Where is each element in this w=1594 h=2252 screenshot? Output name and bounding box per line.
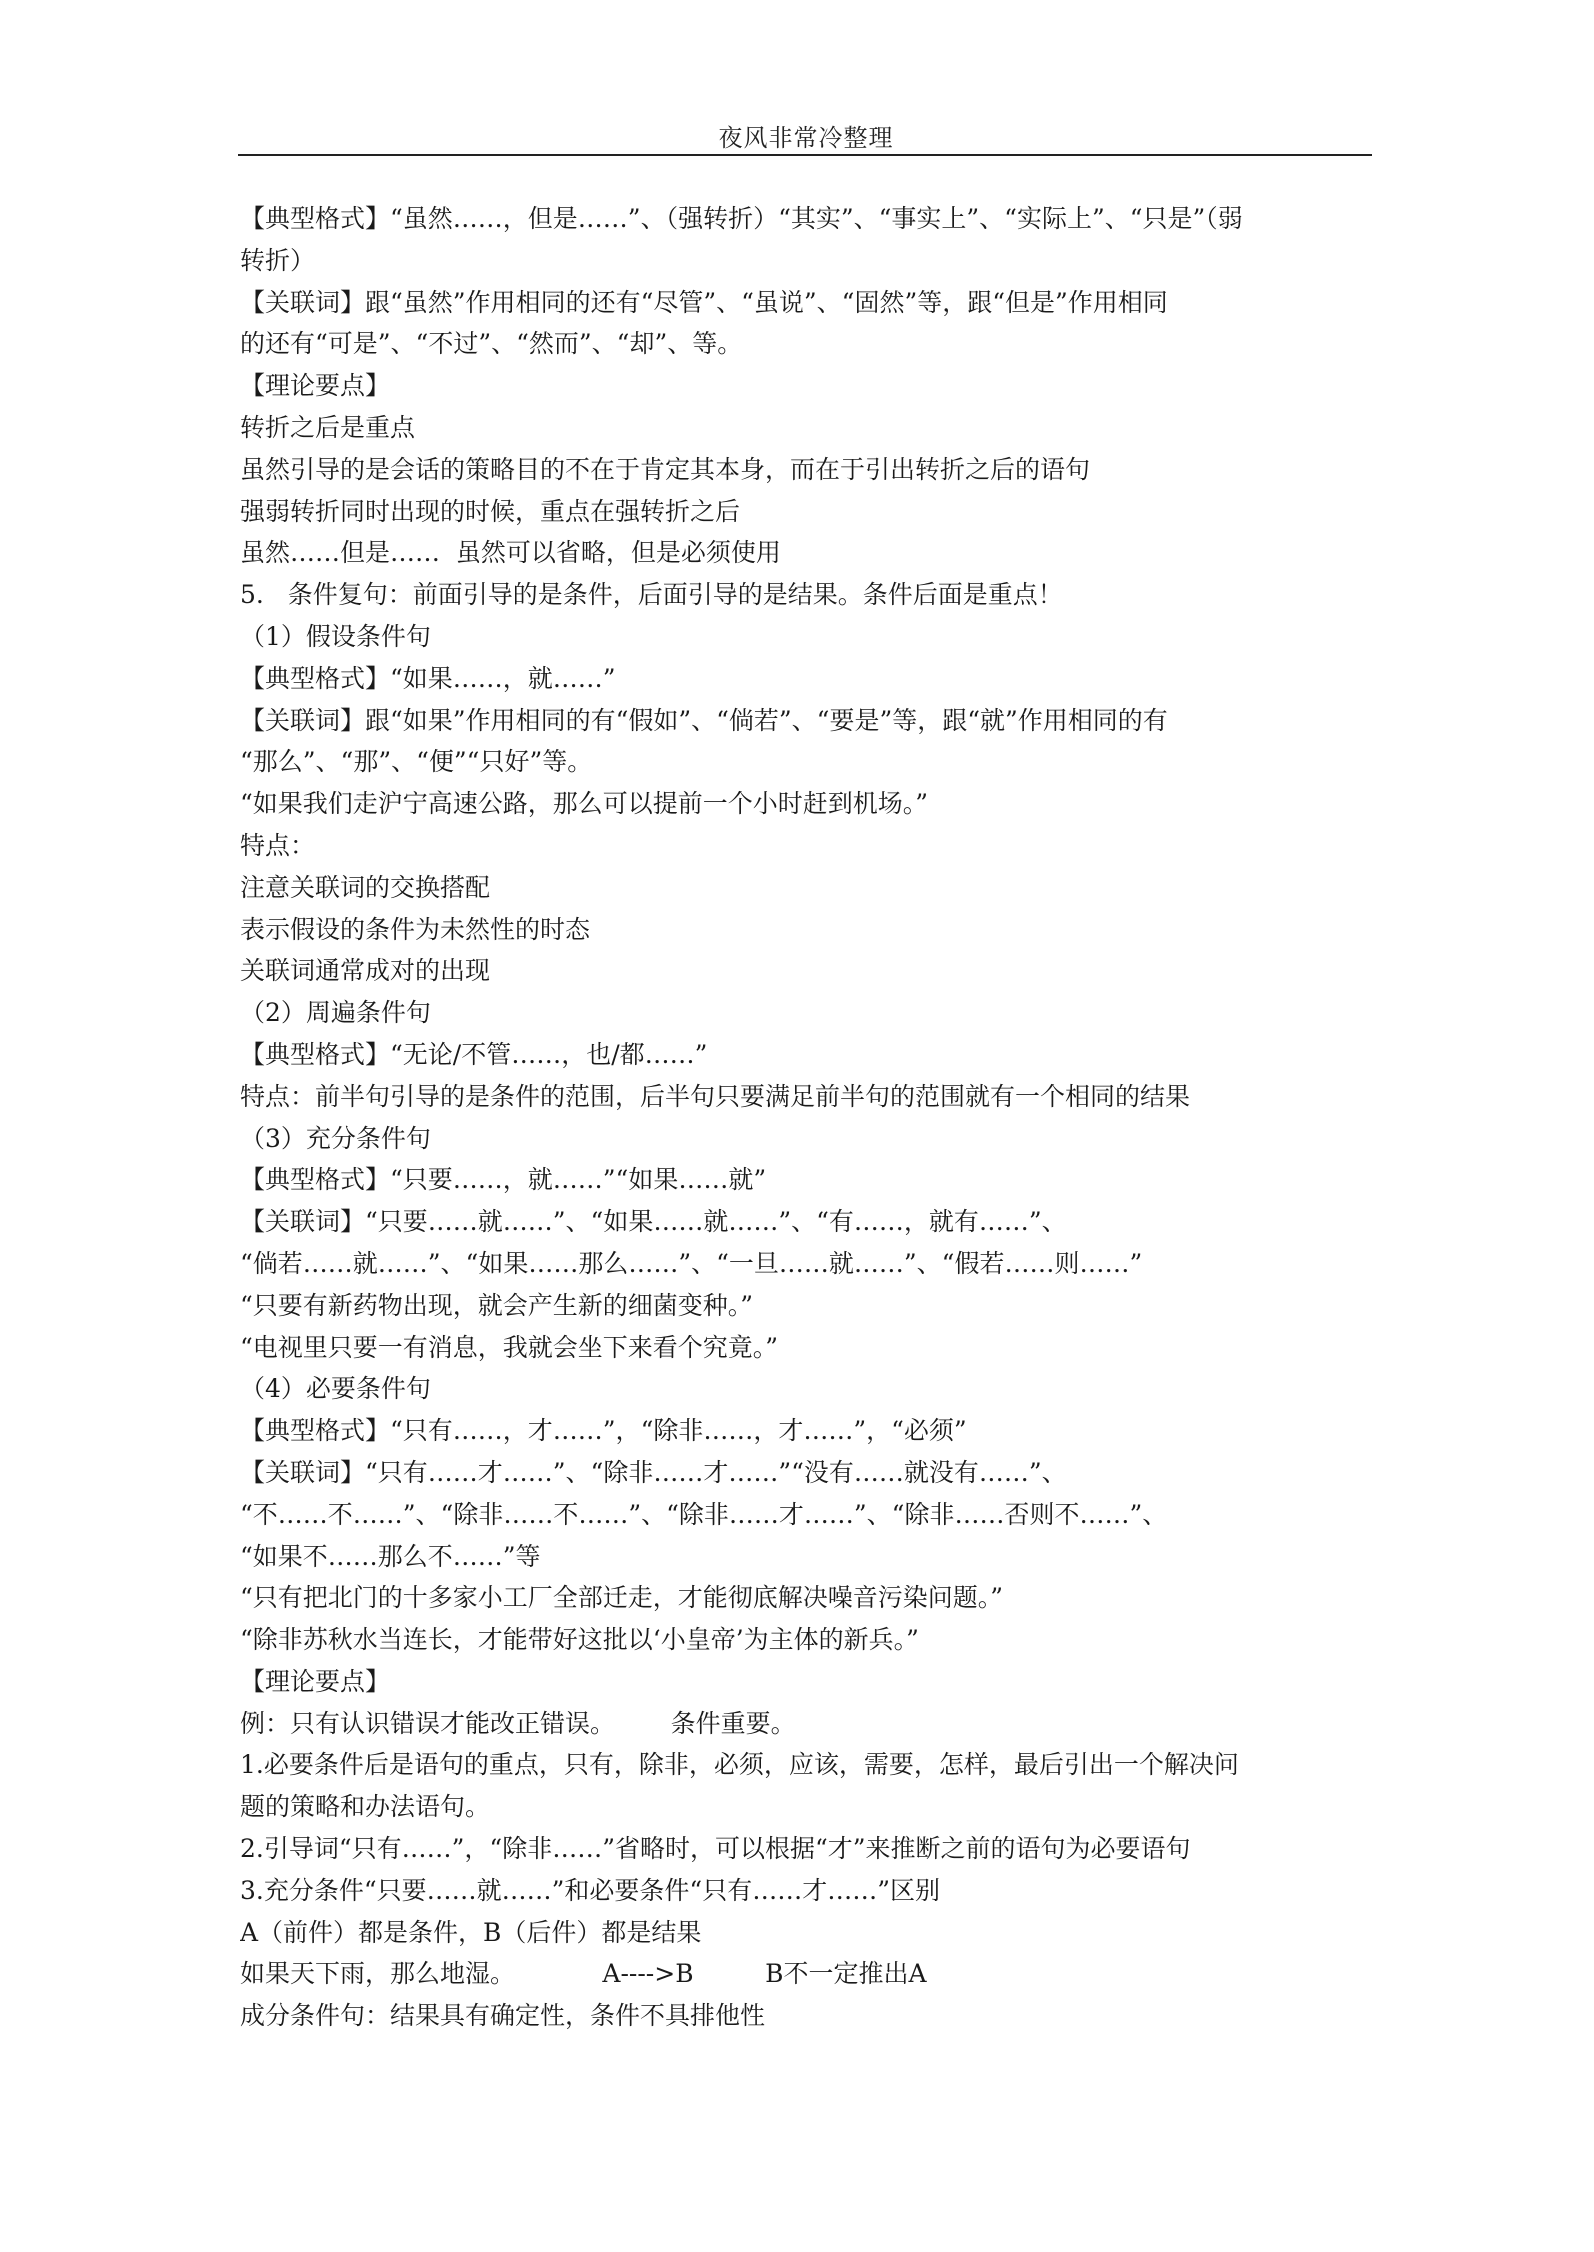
text-line: “除非苏秋水当连长，才能带好这批以‘小皇帝’为主体的新兵。” xyxy=(240,1625,919,1655)
text-line: 的还有“可是”、“不过”、“然而”、“却”、等。 xyxy=(240,329,743,359)
text-line: 虽然……但是…… 虽然可以省略，但是必须使用 xyxy=(240,538,781,568)
text-line: “如果不……那么不……”等 xyxy=(240,1541,541,1571)
text-line: （4）必要条件句 xyxy=(240,1374,431,1404)
text-line: 注意关联词的交换搭配 xyxy=(240,872,491,902)
text-line: 3.充分条件“只要……就……”和必要条件“只有……才……”区别 xyxy=(240,1875,940,1905)
text-line: 【关联词】“只要……就……”、“如果……就……”、“有……，就有……”、 xyxy=(240,1207,1067,1237)
text-line: 转折之后是重点 xyxy=(240,412,416,442)
text-line: 【典型格式】“无论/不管……，也/都……” xyxy=(240,1039,708,1069)
text-line: 5. 条件复句：前面引导的是条件，后面引导的是结果。条件后面是重点！ xyxy=(240,580,1063,610)
text-line: 1.必要条件后是语句的重点，只有，除非，必须，应该，需要，怎样，最后引出一个解决问 xyxy=(240,1750,1239,1780)
text-line: 虽然引导的是会话的策略目的不在于肯定其本身，而在于引出转折之后的语句 xyxy=(240,454,1091,484)
text-line: “只有把北门的十多家小工厂全部迁走，才能彻底解决噪音污染问题。” xyxy=(240,1583,1004,1613)
text-line: 【关联词】跟“如果”作用相同的有“假如”、“倘若”、“要是”等，跟“就”作用相同的有 xyxy=(240,705,1168,735)
text-line: “只要有新药物出现，就会产生新的细菌变种。” xyxy=(240,1290,754,1320)
text-line: “那么”、“那”、“便”“只好”等。 xyxy=(240,747,593,777)
text-line: 特点： xyxy=(240,830,316,860)
text-line: （2）周遍条件句 xyxy=(240,998,431,1028)
text-line: 【典型格式】“只有……，才……”，“除非……，才……”，“必须” xyxy=(240,1416,967,1446)
text-line: 转折） xyxy=(240,245,316,275)
text-line: 表示假设的条件为未然性的时态 xyxy=(240,914,591,944)
text-line: 【理论要点】 xyxy=(240,371,391,401)
text-line: 【关联词】跟“虽然”作用相同的还有“尽管”、“虽说”、“固然”等，跟“但是”作用相同 xyxy=(240,287,1168,317)
text-line: “电视里只要一有消息，我就会坐下来看个究竟。” xyxy=(240,1332,779,1362)
text-line: A（前件）都是条件，B（后件）都是结果 xyxy=(240,1917,702,1947)
text-line: 特点：前半句引导的是条件的范围，后半句只要满足前半句的范围就有一个相同的结果 xyxy=(240,1081,1191,1111)
text-line: 例：只有认识错误才能改正错误。 条件重要。 xyxy=(240,1708,796,1738)
text-line: “倘若……就……”、“如果……那么……”、“一旦……就……”、“假若……则……” xyxy=(240,1248,1143,1278)
text-line: 【典型格式】“虽然……，但是……”、（强转折）“其实”、“事实上”、“实际上”、“只是”（弱 xyxy=(240,204,1243,233)
text-line: 【关联词】“只有……才……”、“除非……才……”“没有……就没有……”、 xyxy=(240,1457,1067,1487)
text-line: （1）假设条件句 xyxy=(240,621,431,651)
text-line: 如果天下雨，那么地湿。 A---->B B不一定推出A xyxy=(240,1959,927,1989)
text-line: 题的策略和办法语句。 xyxy=(240,1792,491,1822)
text-line: 强弱转折同时出现的时候，重点在强转折之后 xyxy=(240,496,741,526)
text-line: “如果我们走沪宁高速公路，那么可以提前一个小时赶到机场。” xyxy=(240,789,929,819)
header-divider xyxy=(238,154,1372,156)
text-line: 成分条件句：结果具有确定性，条件不具排他性 xyxy=(240,2001,766,2031)
page-header-title: 夜风非常冷整理 xyxy=(718,124,894,152)
text-line: 【典型格式】“如果……，就……” xyxy=(240,663,616,693)
document-body xyxy=(240,198,1380,2037)
text-line: 【理论要点】 xyxy=(240,1666,391,1696)
text-line: 【典型格式】“只要……，就……”“如果……就” xyxy=(240,1165,767,1195)
text-line: 关联词通常成对的出现 xyxy=(240,956,491,986)
text-line: 2.引导词“只有……”，“除非……”省略时，可以根据“才”来推断之前的语句为必要语句 xyxy=(240,1834,1191,1864)
text-line: （3）充分条件句 xyxy=(240,1123,431,1153)
text-line: “不……不……”、“除非……不……”、“除非……才……”、“除非……否则不……”、 xyxy=(240,1499,1168,1529)
